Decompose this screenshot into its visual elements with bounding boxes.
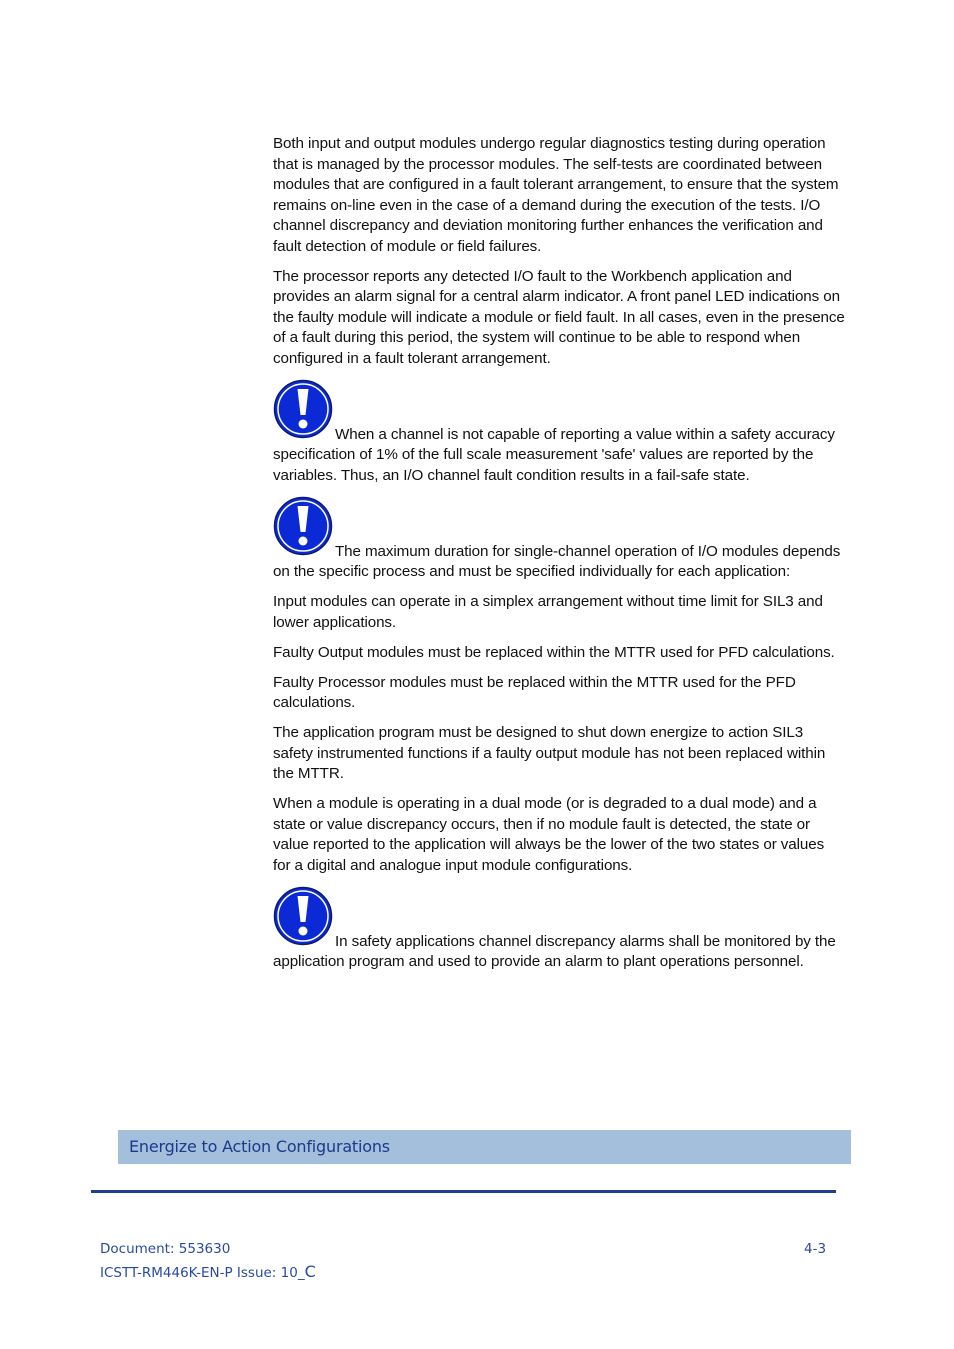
footer-divider [91,1190,836,1193]
paragraph-output-modules: Faulty Output modules must be replaced within the MTTR used for PFD calculations. [273,643,835,661]
footer-document-number: Document: 553630 [100,1241,231,1257]
footer-issue [100,1262,316,1281]
exclamation-circle-icon [273,886,333,953]
section-heading-band [118,1130,851,1164]
paragraph-input-modules: Input modules can operate in a simplex arrangement without time limit for SIL3 and lower applications. [273,593,823,631]
note-text: When a channel is not capable of reporting a value within a safety accuracy specification of 1% of the full scale measurement 'safe' values are reported by the variables. Thus, an I/O channel fault condition results in a fail-safe state. [273,425,835,484]
paragraph-application-program: The application program must be designed to shut down energize to action SIL3 safety instrumented functions if a faulty output module has not been replaced within the MTTR. [273,724,826,782]
paragraph-fault-reporting: The processor reports any detected I/O fault to the Workbench application and provides an alarm signal for a central alarm indicator. A front panel LED indications on the faulty module will indicate a module or field fault. In all cases, even in the presence of a fault during this period, the system will continue to be able to respond when configured in a fault tolerant arrangement. [273,267,845,367]
note-text: The maximum duration for single-channel operation of I/O modules depends on the specific process and must be specified individually for each application: [273,542,841,580]
paragraph-diagnostics: Both input and output modules undergo regular diagnostics testing during operation that is managed by the processor modules. The self-tests are coordinated between modules that are configured in a fault tolerant arrangement, to ensure that the system remains on-line even in the case of a demand during the execution of the tests. I/O channel discrepancy and deviation monitoring further enhances the verification and fault detection of module or field failures. [273,135,839,255]
exclamation-circle-icon [273,379,333,446]
paragraph-processor-modules: Faulty Processor modules must be replaced within the MTTR used for the PFD calculations. [273,673,796,711]
footer-page-number: 4-3 [804,1241,827,1257]
note-text: In safety applications channel discrepancy alarms shall be monitored by the application program and used to provide an alarm to plant operations personnel. [273,932,836,970]
note-discrepancy-alarms [273,886,845,973]
footer-issue-suffix: C [304,1262,316,1281]
footer-issue-text: ICSTT-RM446K-EN-P Issue: 10_ [100,1265,305,1281]
note-single-channel-duration [273,496,845,583]
section-heading: Energize to Action Configurations [129,1137,390,1156]
page-body [273,134,845,982]
exclamation-circle-icon [273,496,333,563]
note-safe-values [273,379,845,487]
paragraph-dual-mode: When a module is operating in a dual mode (or is degraded to a dual mode) and a state or value discrepancy occurs, then if no module fault is detected, the state or value reported to the application will always be the lower of the two states or values for a digital and analogue input module configurations. [273,795,825,874]
